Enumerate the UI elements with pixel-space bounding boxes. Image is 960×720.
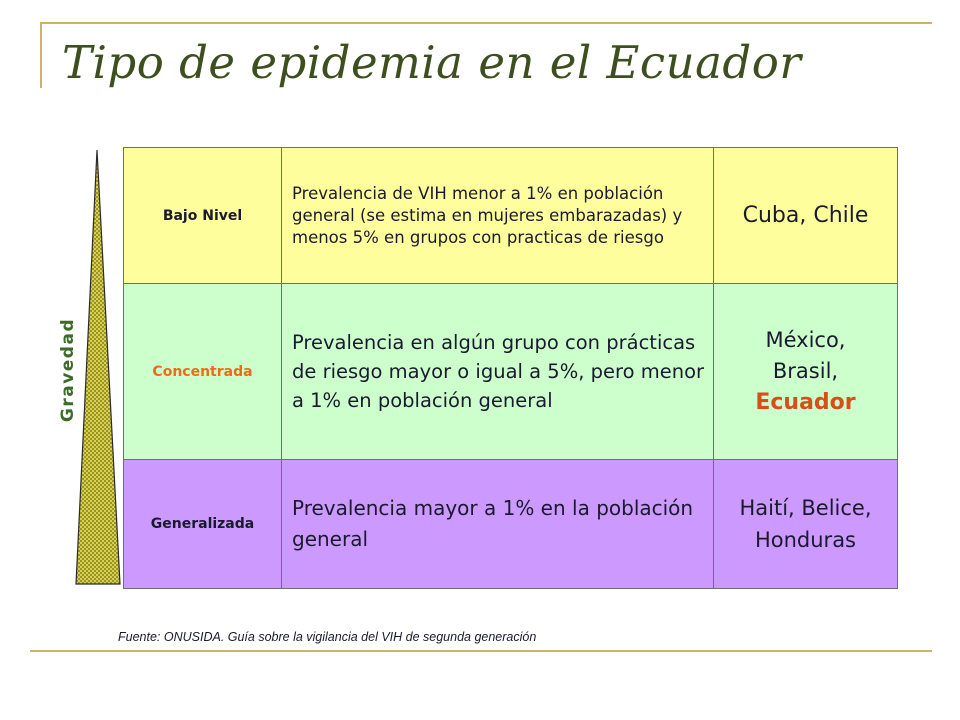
level-concentrated-description: Prevalencia en algún grupo con prácticas de riesgo mayor o igual a 5%, pero menor a 1% en población general: [282, 284, 714, 460]
slide-title: Tipo de epidemia en el Ecuador: [62, 36, 802, 89]
source-citation: Fuente: ONUSIDA. Guía sobre la vigilancia del VIH de segunda generación: [118, 630, 537, 644]
country-ecuador-highlight: Ecuador: [755, 390, 856, 415]
frame-bottom-line: [30, 650, 932, 652]
level-low-countries: [714, 148, 898, 284]
level-low-description: Prevalencia de VIH menor a 1% en población general (se estima en mujeres embarazadas) y menos 5% en grupos con practicas de riesgo: [282, 148, 714, 284]
table-row-concentrated: [124, 284, 898, 460]
severity-triangle: [72, 148, 128, 586]
level-concentrated-label: Concentrada: [124, 284, 282, 460]
country-haiti-belice: Haití, Belice,: [739, 496, 872, 520]
table-row-low-level: [124, 148, 898, 284]
epidemic-type-table: [123, 147, 898, 589]
frame-left-line: [40, 22, 42, 88]
table-row-generalized: [124, 460, 898, 589]
country-list: Cuba, Chile: [742, 203, 869, 228]
level-generalized-label: Generalizada: [124, 460, 282, 589]
level-concentrated-countries: [714, 284, 898, 460]
country-honduras: Honduras: [754, 528, 857, 552]
frame-top-line: [40, 22, 932, 24]
level-generalized-countries: [714, 460, 898, 589]
level-generalized-description: Prevalencia mayor a 1% en la población general: [282, 460, 714, 589]
severity-axis-label: Gravedad: [58, 317, 78, 423]
country-brasil: Brasil,: [772, 359, 839, 383]
country-mexico: México,: [765, 328, 846, 352]
level-low-label: Bajo Nivel: [124, 148, 282, 284]
